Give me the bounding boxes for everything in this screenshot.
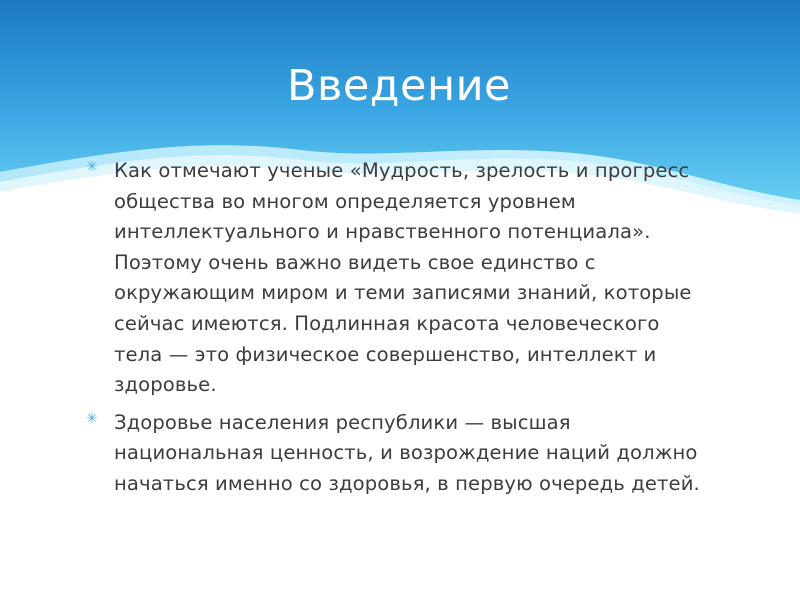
bullet-text: Здоровье населения республики — высшая национальная ценность, и возрождение наций должно начаться именно со здоровья, в первую очередь детей. <box>114 410 700 495</box>
slide-title: Введение <box>287 61 511 111</box>
bullet-item <box>86 156 706 401</box>
bullet-item <box>86 408 706 500</box>
asterisk-bullet-icon: ✳ <box>86 410 98 427</box>
bullet-text: Как отмечают ученые «Мудрость, зрелость и прогресс общества во многом определяется уровнем интеллектуального и нравственного потенциала». Поэтому очень важно видеть свое единство с окружающим миром и теми записями знаний, которые сейчас имеются. Подлинная красота человеческого тела — это физическое совершенство, интеллект и здоровье. <box>114 159 692 397</box>
asterisk-bullet-icon: ✳ <box>86 159 98 175</box>
slide-body <box>86 156 706 507</box>
